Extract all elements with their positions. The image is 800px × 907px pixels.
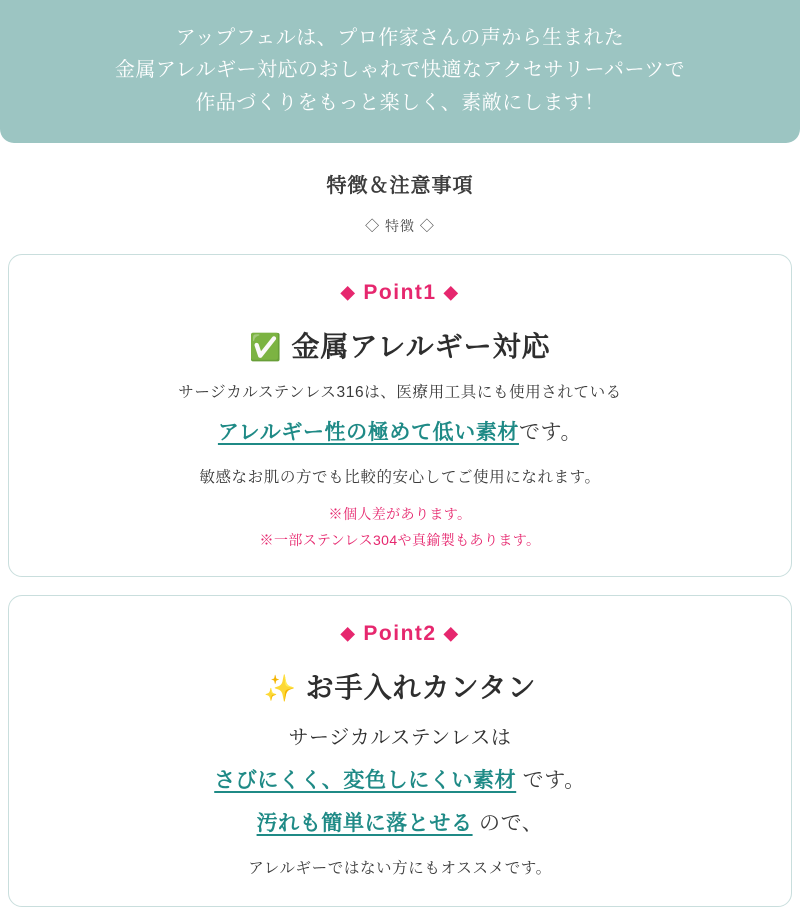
point2-headline (29, 666, 771, 706)
point1-note-1: ※個人差があります。 (328, 506, 472, 523)
point2-highlight-1-tail: です。 (522, 768, 586, 792)
diamond-left-icon: ◆ (340, 282, 357, 303)
point1-body-line3: 敏感なお肌の方でも比較的安心してご使用になれます。 (199, 468, 601, 486)
point2-body-line4: アレルギーではない方にもオススメです。 (248, 859, 552, 877)
point1-label (29, 281, 771, 305)
point2-body-line1: サージカルステンレスは (288, 726, 512, 749)
point1-body-line2 (29, 416, 771, 450)
point1-headline (29, 325, 771, 365)
point1-headline-text: 金属アレルギー対応 (291, 331, 551, 363)
check-mark-icon: ✅ (249, 332, 283, 363)
hero-line-1: アップフェルは、プロ作家さんの声から生まれた (175, 27, 625, 49)
section-subtitle: ◇ 特徴 ◇ (365, 218, 435, 235)
point1-label-text: Point1 (363, 281, 437, 305)
point1-highlight-1-tail: です。 (518, 420, 583, 444)
point1-note-2: ※一部ステンレス304や真鍮製もあります。 (259, 532, 541, 549)
point2-highlight-2: 汚れも簡単に落とせる (256, 812, 473, 836)
point2-highlight-1: さびにくく、変色しにくい素材 (214, 768, 517, 792)
sparkles-icon: ✨ (263, 672, 297, 703)
point2-body-line3 (29, 807, 771, 841)
diamond-right-icon: ◆ (443, 282, 460, 303)
point2-highlight-2-tail: ので、 (479, 812, 544, 836)
diamond-left-icon: ◆ (340, 622, 357, 643)
section-title: 特徴＆注意事項 (326, 175, 474, 198)
point1-highlight-1: アレルギー性の極めて低い素材 (217, 420, 519, 444)
point2-headline-text: お手入れカンタン (305, 671, 537, 703)
hero-banner (0, 0, 800, 143)
hero-line-2: 金属アレルギー対応のおしゃれで快適なアクセサリーパーツで (114, 59, 686, 82)
hero-line-3: 作品づくりをもっと楽しく、素敵にします！ (195, 91, 605, 114)
point2-label (29, 622, 771, 646)
point2-label-text: Point2 (363, 621, 437, 645)
point2-card (8, 595, 792, 907)
point1-body-line1: サージカルステンレス316は、医療用工具にも使用されている (178, 384, 622, 402)
diamond-right-icon: ◆ (443, 622, 460, 643)
point1-card (8, 254, 792, 577)
point2-body-line2 (29, 764, 771, 798)
